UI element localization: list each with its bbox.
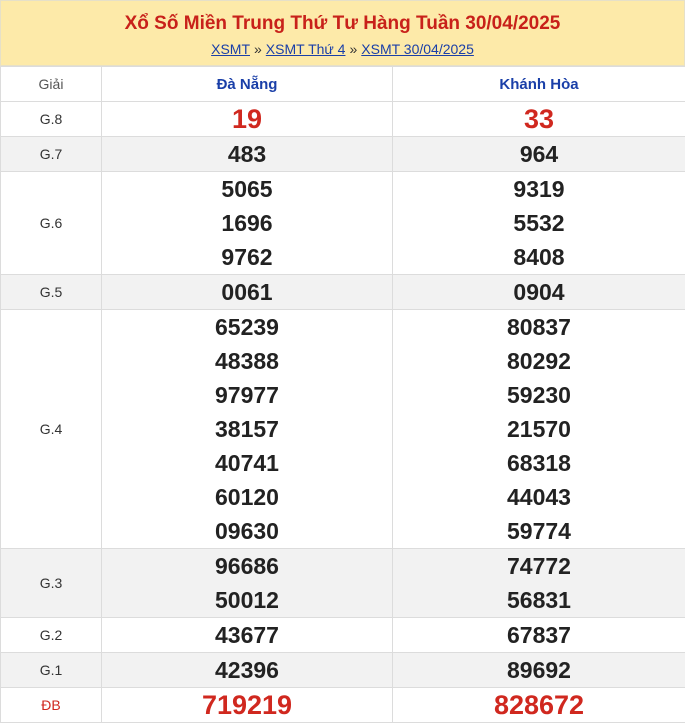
page-title: Xổ Số Miền Trung Thứ Tư Hàng Tuần 30/04/2025: [1, 1, 684, 35]
province-header-khanh-hoa: Khánh Hòa: [393, 67, 685, 102]
result-number: 33: [393, 102, 685, 136]
da-nang-results: [102, 310, 393, 549]
breadcrumb-separator: »: [254, 41, 262, 57]
prize-label: ĐB: [1, 688, 102, 723]
result-number: 43677: [102, 618, 392, 652]
province-header-da-nang: Đà Nẵng: [102, 67, 393, 102]
result-number: 44043: [393, 480, 685, 514]
result-number: 97977: [102, 378, 392, 412]
khanh-hoa-results: [393, 172, 685, 275]
da-nang-results: [102, 688, 393, 723]
da-nang-results: [102, 549, 393, 618]
result-number: 0061: [102, 275, 392, 309]
prize-label: G.3: [1, 549, 102, 618]
breadcrumb-xsmt[interactable]: XSMT: [211, 41, 250, 57]
prize-label: G.6: [1, 172, 102, 275]
results-table: [0, 66, 685, 723]
result-number: 50012: [102, 583, 392, 617]
result-number: 5532: [393, 206, 685, 240]
table-row: [1, 549, 685, 618]
prize-label: G.2: [1, 618, 102, 653]
result-number: 19: [102, 102, 392, 136]
result-number: 38157: [102, 412, 392, 446]
result-number: 67837: [393, 618, 685, 652]
khanh-hoa-results: [393, 137, 685, 172]
khanh-hoa-results: [393, 549, 685, 618]
result-number: 828672: [393, 688, 685, 722]
da-nang-results: [102, 275, 393, 310]
result-number: 40741: [102, 446, 392, 480]
result-number: 719219: [102, 688, 392, 722]
results-header: [0, 0, 685, 66]
result-number: 9319: [393, 172, 685, 206]
result-number: 9762: [102, 240, 392, 274]
table-row: [1, 618, 685, 653]
result-number: 0904: [393, 275, 685, 309]
result-number: 483: [102, 137, 392, 171]
result-number: 56831: [393, 583, 685, 617]
result-number: 8408: [393, 240, 685, 274]
result-number: 89692: [393, 653, 685, 687]
table-row: [1, 275, 685, 310]
result-number: 65239: [102, 310, 392, 344]
result-number: 09630: [102, 514, 392, 548]
breadcrumb-separator: »: [349, 41, 357, 57]
da-nang-results: [102, 137, 393, 172]
breadcrumb-xsmt-date[interactable]: XSMT 30/04/2025: [361, 41, 474, 57]
result-number: 5065: [102, 172, 392, 206]
result-number: 59774: [393, 514, 685, 548]
khanh-hoa-results: [393, 688, 685, 723]
table-row: [1, 172, 685, 275]
khanh-hoa-results: [393, 275, 685, 310]
table-row: [1, 310, 685, 549]
prize-label: G.1: [1, 653, 102, 688]
result-number: 964: [393, 137, 685, 171]
breadcrumb-xsmt-thu-4[interactable]: XSMT Thứ 4: [266, 41, 346, 57]
prize-label: G.8: [1, 102, 102, 137]
result-number: 48388: [102, 344, 392, 378]
result-number: 80837: [393, 310, 685, 344]
result-number: 74772: [393, 549, 685, 583]
table-row: [1, 688, 685, 723]
table-row: [1, 137, 685, 172]
prize-label: G.4: [1, 310, 102, 549]
result-number: 21570: [393, 412, 685, 446]
prize-column-header: Giải: [1, 67, 102, 102]
khanh-hoa-results: [393, 653, 685, 688]
table-header-row: [1, 67, 685, 102]
result-number: 42396: [102, 653, 392, 687]
result-number: 59230: [393, 378, 685, 412]
result-number: 96686: [102, 549, 392, 583]
prize-label: G.7: [1, 137, 102, 172]
da-nang-results: [102, 172, 393, 275]
breadcrumb: [1, 41, 684, 57]
result-number: 68318: [393, 446, 685, 480]
khanh-hoa-results: [393, 102, 685, 137]
result-number: 1696: [102, 206, 392, 240]
result-number: 60120: [102, 480, 392, 514]
table-row: [1, 653, 685, 688]
table-row: [1, 102, 685, 137]
prize-label: G.5: [1, 275, 102, 310]
khanh-hoa-results: [393, 310, 685, 549]
result-number: 80292: [393, 344, 685, 378]
da-nang-results: [102, 653, 393, 688]
khanh-hoa-results: [393, 618, 685, 653]
da-nang-results: [102, 618, 393, 653]
da-nang-results: [102, 102, 393, 137]
